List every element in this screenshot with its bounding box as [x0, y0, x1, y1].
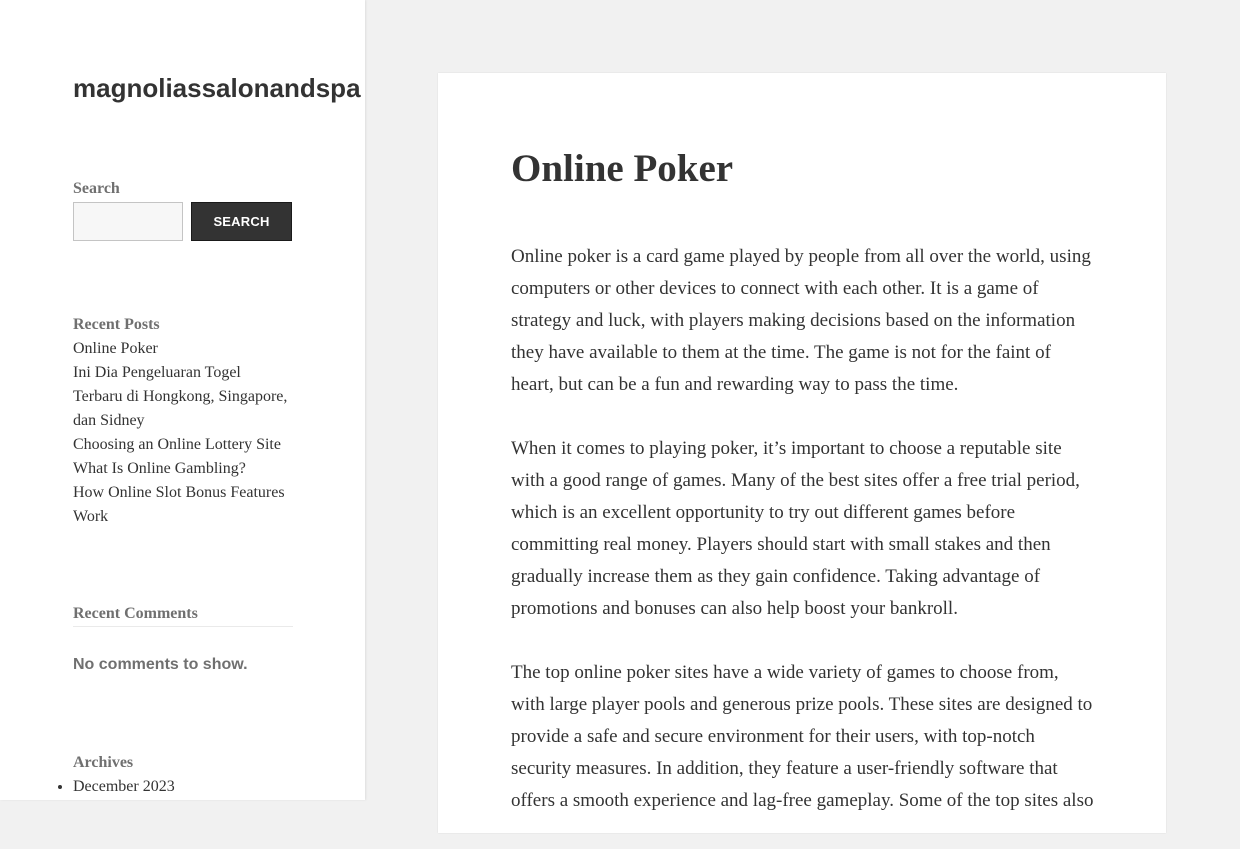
recent-post-link[interactable]: What Is Online Gambling? — [73, 460, 246, 477]
post-content — [511, 241, 1095, 849]
recent-comments-title: Recent Comments — [73, 602, 293, 627]
archive-link[interactable]: December 2023 — [73, 778, 175, 795]
sidebar — [0, 0, 365, 800]
recent-post-link[interactable]: Choosing an Online Lottery Site — [73, 436, 281, 453]
recent-post-link[interactable]: Ini Dia Pengeluaran Togel Terbaru di Hongkong, Singapore, dan Sidney — [73, 364, 288, 429]
post-paragraph: The top online poker sites have a wide variety of games to choose from, with large player pools and generous prize pools. These sites are designed to provide a safe and secure environment for their users, with top-notch security measures. In addition, they feature a user-friendly software that offers a smooth experience and lag-free gameplay. Some of the top sites also — [511, 662, 1094, 811]
list-item — [73, 337, 293, 361]
search-button[interactable]: SEARCH — [191, 202, 292, 241]
recent-post-link[interactable]: How Online Slot Bonus Features Work — [73, 484, 285, 525]
post-title: Online Poker — [511, 147, 734, 190]
no-comments-text: No comments to show. — [73, 656, 248, 673]
search-widget — [73, 177, 293, 241]
search-label: Search — [73, 180, 120, 197]
archives-widget — [73, 751, 293, 799]
recent-posts-title: Recent Posts — [73, 316, 160, 333]
recent-posts-list — [73, 337, 293, 529]
post-card — [438, 73, 1166, 833]
search-row — [73, 202, 293, 241]
list-item — [73, 775, 293, 799]
recent-posts-widget — [73, 313, 293, 529]
search-input[interactable] — [73, 202, 183, 241]
recent-post-link[interactable]: Online Poker — [73, 340, 158, 357]
list-item — [73, 433, 293, 457]
list-item — [73, 457, 293, 481]
recent-comments-widget — [73, 602, 293, 677]
list-item — [73, 361, 293, 433]
list-item — [73, 481, 293, 529]
archives-title: Archives — [73, 754, 134, 771]
post-paragraph: Online poker is a card game played by people from all over the world, using computers or other devices to connect with each other. It is a game of strategy and luck, with players making decisions based on the information they have available to them at the time. The game is not for the faint of heart, but can be a fun and rewarding way to pass the time. — [511, 246, 1091, 395]
post-paragraph: When it comes to playing poker, it’s important to choose a reputable site with a good range of games. Many of the best sites offer a free trial period, which is an excellent opportunity to try out different games before committing real money. Players should start with small stakes and then gradually increase them as they gain confidence. Taking advantage of promotions and bonuses can also help boost your bankroll. — [511, 438, 1080, 619]
archives-list — [73, 775, 293, 799]
site-title[interactable]: magnoliassalonandspa — [73, 73, 361, 103]
